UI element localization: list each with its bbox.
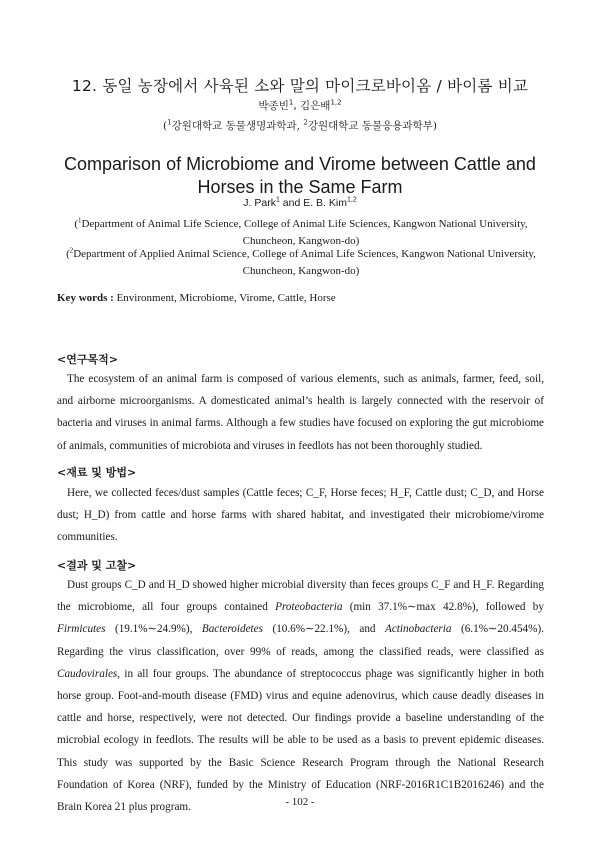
results-text-6: , in all four groups. The abundance of streptococcus phage was significantly higher in both horse group. Foot-and-mouth disease (FMD) virus and equine adenovirus, which cause deadly diseases in cattle and horse, respectively, were not detected. Our findings provide a baseline understanding of the microbial ecology in feedlots. The results will be able to be used as a basis to prevent epidemic diseases. This study was supported by the Basic Science Research Program through the National Research Foundation of Korea (NRF), funded by the Ministry of Education (NRF-2016R1C1B2016246) and the Brain Korea 21 plus program.	[57, 667, 544, 814]
english-author-2: E. B. Kim	[303, 197, 347, 209]
keywords-label: Key words :	[57, 292, 114, 304]
english-affiliation-1: ($^1$Department of Animal Life Science, College of Animal Life Sciences, Kangwon National University, Chuncheon, Kangwon-do)	[74, 216, 528, 247]
korean-affil-2: 강원대학교 동물응용과학부)	[307, 120, 437, 132]
korean-author-2: 김은배	[300, 100, 331, 112]
results-taxon-actinobacteria: Actinobacteria	[385, 623, 452, 636]
english-author-1-sup: 1	[275, 196, 280, 204]
english-author-1: J. Park	[243, 197, 276, 209]
methods-heading: <재료 및 방법>	[57, 466, 137, 479]
korean-author-1: 박종빈	[258, 100, 289, 112]
korean-affil-2-sup: 2	[303, 118, 308, 127]
korean-author-1-sup: 1	[288, 98, 294, 107]
objective-heading: <연구목적>	[57, 353, 118, 366]
english-author-and: and	[279, 197, 304, 209]
results-taxon-bacteroidetes: Bacteroidetes	[201, 623, 263, 636]
page-number: - 102 -	[285, 796, 315, 808]
results-taxon-proteobacteria: Proteobacteria	[275, 601, 343, 614]
korean-author-separator: ,	[293, 100, 300, 112]
results-text-4: (10.6%∼22.1%), and	[262, 623, 385, 636]
english-title: Comparison of Microbiome and Virome between Cattle and Horses in the Same Farm	[64, 154, 536, 197]
objective-body	[57, 368, 544, 457]
korean-affil-open: (	[163, 120, 168, 132]
english-affil-1-text: Department of Animal Life Science, College of Animal Life Sciences, Kangwon National University, Chuncheon, Kangwon-do)	[81, 218, 528, 247]
results-text-5: (6.1%∼20.454%). Regarding the virus classification, over 99% of reads, among the classified reads, were classified as	[57, 623, 544, 658]
korean-affil-1-sup: 1	[167, 118, 172, 127]
english-affil-2-sup: 2	[69, 246, 74, 255]
results-taxon-caudovirales: Caudovirales	[57, 667, 118, 680]
methods-paragraph: Here, we collected feces/dust samples (Cattle feces; C_F, Horse feces; H_F, Cattle dust; C_D, and Horse dust; H_D) from cattle and horse farms with shared habitat, and investigated their microbiome/virome communities.	[57, 487, 544, 544]
results-text-1: Dust groups C_D and H_D showed higher microbial diversity than feces groups C_F and H_F. Regarding the microbiome, all four groups contained	[57, 579, 544, 614]
keywords	[57, 292, 547, 304]
english-affil-1-sup: 1	[77, 216, 82, 225]
results-text-3: (19.1%∼24.9%),	[105, 623, 202, 636]
english-affil-2-text: Department of Applied Animal Science, College of Animal Life Sciences, Kangwon National University, Chuncheon, Kangwon-do)	[73, 248, 536, 277]
korean-title: 12. 동일 농장에서 사육된 소와 말의 마이크로바이옴 / 바이롬 비교	[71, 77, 529, 95]
english-author-2-sup: 1,2	[346, 196, 357, 204]
english-authors	[0, 197, 600, 209]
results-text-2: (min 37.1%∼max 42.8%), followed by	[342, 601, 544, 614]
korean-authors	[0, 98, 600, 113]
results-body	[57, 574, 544, 818]
korean-author-2-sup: 1,2	[330, 98, 342, 107]
english-affiliation-2: ($^2$Department of Applied Animal Science, College of Animal Life Sciences, Kangwon National University, Chuncheon, Kangwon-do)	[66, 246, 536, 277]
results-heading: <결과 및 고찰>	[57, 559, 137, 572]
objective-paragraph: The ecosystem of an animal farm is composed of various elements, such as animals, farmer, feed, soil, and airborne microorganisms. A domesticated animal’s health is largely connected with the reservoir of bacteria and viruses in animal farms. Although a few studies have focused on exploring the gut microbiome of animals, communities of microbiota and viruses in feedlots has not been thoroughly studied.	[57, 373, 544, 452]
results-taxon-firmicutes: Firmicutes	[57, 623, 106, 636]
korean-affiliations	[0, 118, 600, 133]
keywords-value: Environment, Microbiome, Virome, Cattle, Horse	[113, 292, 336, 304]
korean-affil-1: 강원대학교 동물생명과학과,	[171, 120, 304, 132]
methods-body	[57, 482, 544, 549]
results-paragraph	[57, 574, 544, 818]
